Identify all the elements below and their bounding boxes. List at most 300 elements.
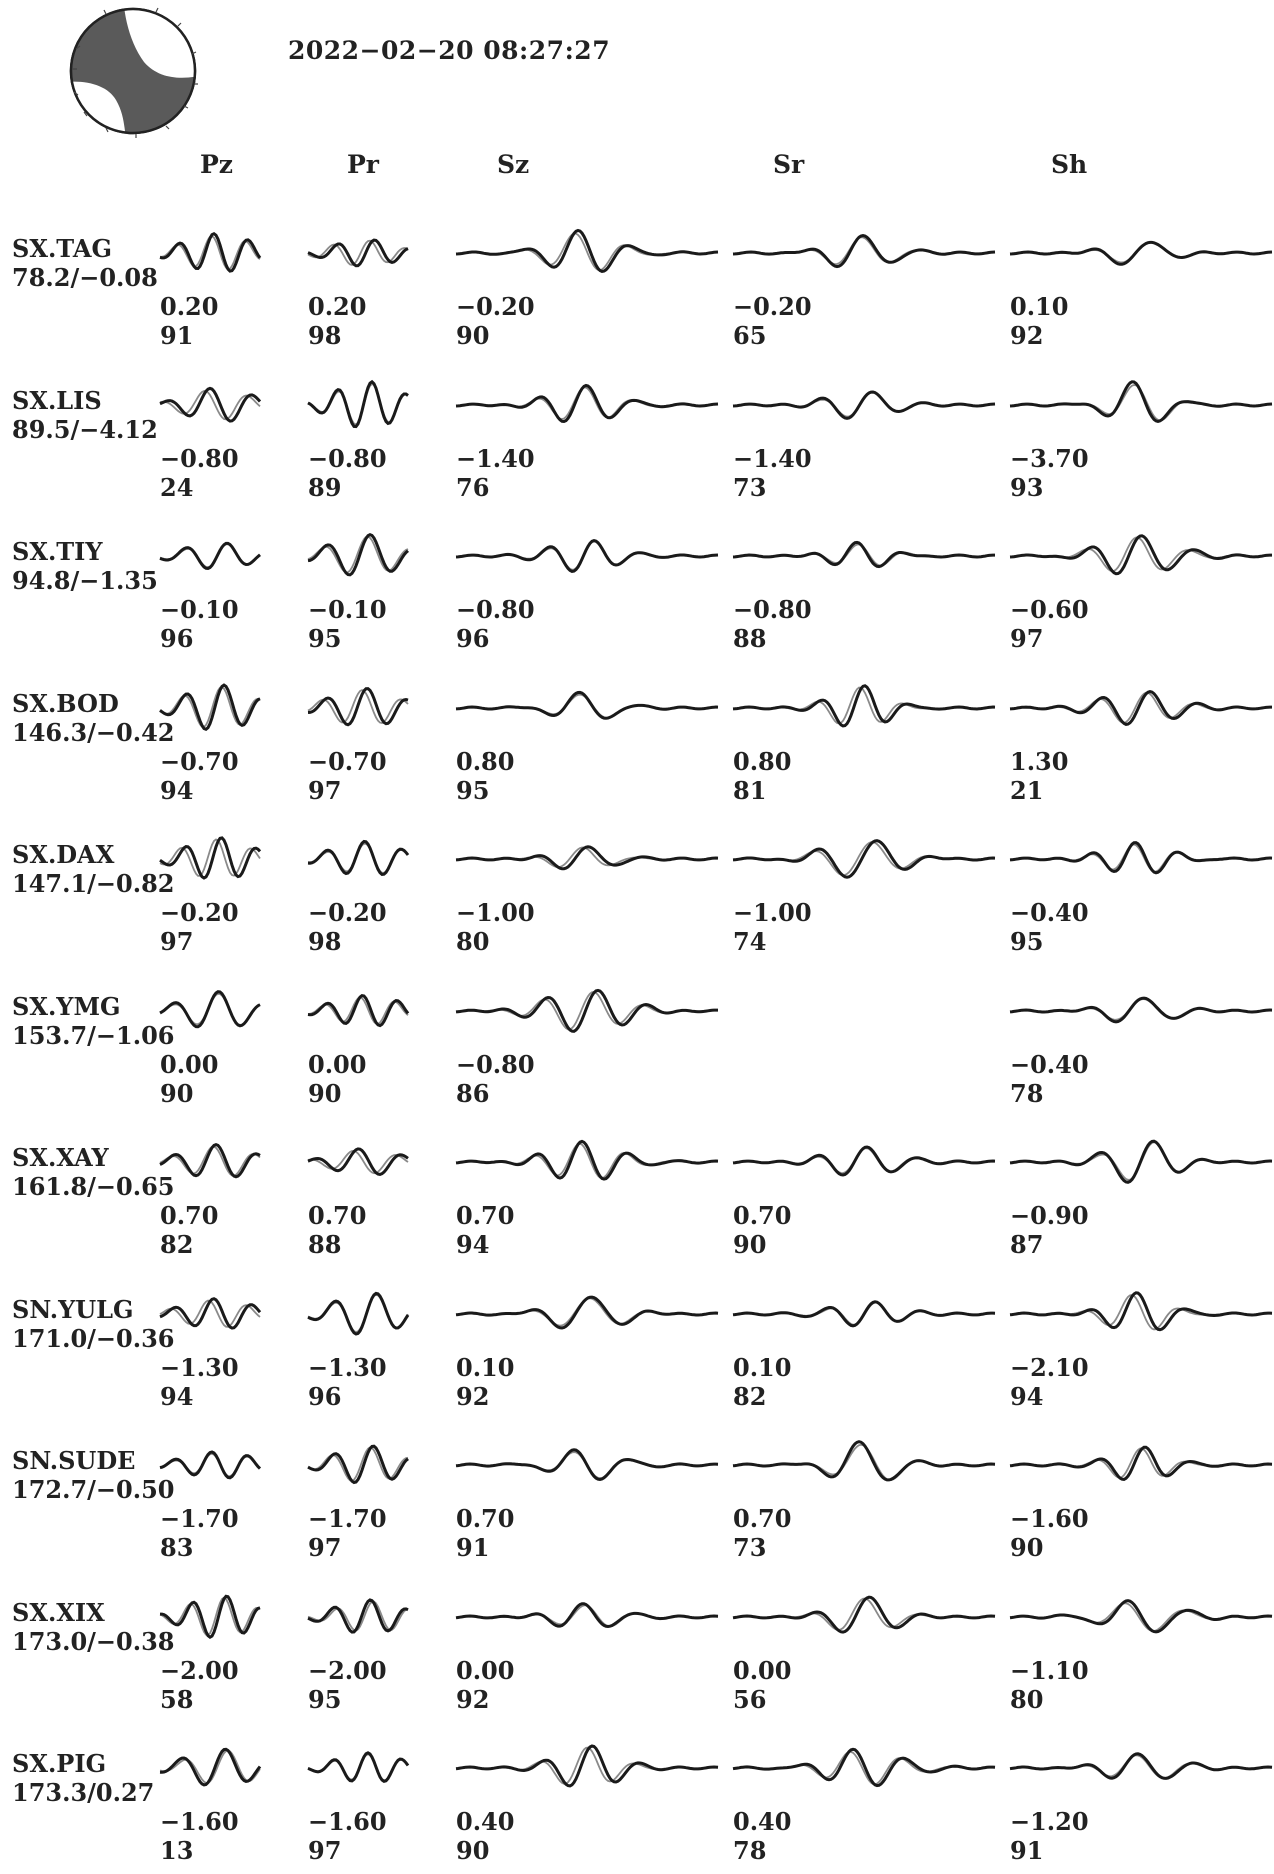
waveform-cell-sh: [1010, 511, 1272, 662]
waveform-plot: [456, 208, 718, 288]
fit-values: [456, 595, 535, 653]
time-shift-value: −0.80: [733, 595, 812, 624]
synthetic-waveform: [733, 237, 995, 264]
waveform-plot: [456, 663, 718, 743]
time-shift-value: −1.00: [733, 898, 812, 927]
waveform-cell-sz: [456, 1117, 718, 1268]
time-shift-value: −1.10: [1010, 1655, 1089, 1685]
correlation-value: 24: [160, 472, 194, 502]
synthetic-waveform: [160, 1597, 260, 1635]
synthetic-waveform: [160, 1300, 260, 1326]
observed-waveform: [1010, 1141, 1272, 1182]
station-distance-shift: 89.5/−4.12: [12, 414, 158, 444]
station-distance-shift: 171.0/−0.36: [12, 1323, 175, 1353]
observed-waveform: [456, 1297, 718, 1328]
correlation-value: 80: [1010, 1684, 1044, 1714]
station-name: SN.YULG: [12, 1294, 134, 1324]
correlation-value: 90: [308, 1078, 342, 1108]
correlation-value: 96: [456, 624, 490, 653]
waveform-plot: [733, 1420, 995, 1500]
time-shift-value: 0.10: [1010, 292, 1069, 321]
waveform-cell-sr: [733, 1723, 995, 1874]
correlation-value: 83: [160, 1533, 194, 1562]
time-shift-value: −0.90: [1010, 1201, 1089, 1230]
correlation-value: 97: [308, 775, 342, 805]
time-shift-value: −0.80: [160, 443, 239, 473]
time-shift-value: 0.00: [308, 1049, 367, 1079]
waveform-plot: [733, 814, 995, 894]
observed-waveform: [1010, 381, 1272, 421]
time-shift-value: −1.70: [308, 1504, 387, 1533]
correlation-value: 90: [160, 1078, 194, 1108]
observed-waveform: [1010, 1292, 1272, 1329]
fit-values: [733, 1504, 791, 1562]
station-distance-shift: 172.7/−0.50: [12, 1475, 175, 1504]
observed-waveform: [1010, 843, 1272, 873]
waveform-plot: [733, 1269, 995, 1349]
correlation-value: 97: [160, 927, 194, 956]
fit-values: [308, 1353, 387, 1411]
waveform-cell-sh: [1010, 208, 1272, 359]
station-name: SX.XIX: [12, 1597, 105, 1627]
waveform-plot: [1010, 966, 1272, 1046]
waveform-plot: [456, 511, 718, 591]
correlation-value: 82: [160, 1230, 194, 1259]
waveform-plot: [160, 1420, 260, 1500]
waveform-plot: [1010, 208, 1272, 288]
waveform-cell-sz: [456, 208, 718, 359]
waveform-cell-pz: [160, 208, 260, 359]
waveform-plot: [733, 663, 995, 743]
fit-values: [308, 292, 366, 350]
time-shift-value: 0.00: [160, 1049, 219, 1079]
waveform-cell-pr: [308, 208, 408, 359]
correlation-value: 90: [456, 321, 490, 350]
time-shift-value: 0.00: [733, 1655, 792, 1685]
waveform-plot: [160, 966, 260, 1046]
station-row: [0, 511, 1274, 662]
waveform-cell-sh: [1010, 1269, 1272, 1420]
waveform-cell-sz: [456, 814, 718, 965]
waveform-plot: [456, 1269, 718, 1349]
waveform-cell-pr: [308, 1723, 408, 1874]
waveform-cell-sh: [1010, 360, 1272, 511]
time-shift-value: 0.80: [733, 746, 792, 776]
waveform-plot: [456, 1723, 718, 1803]
time-shift-value: −0.80: [456, 1049, 535, 1079]
observed-waveform: [1010, 536, 1272, 574]
waveform-cell-pr: [308, 1269, 408, 1420]
station-row: [0, 1420, 1274, 1571]
station-name: SN.SUDE: [12, 1446, 136, 1475]
waveform-cell-pr: [308, 966, 408, 1117]
fit-values: [456, 1807, 514, 1865]
waveform-plot: [160, 663, 260, 743]
waveform-plot: [308, 1723, 408, 1803]
fit-values: [456, 1353, 514, 1411]
observed-waveform: [308, 1293, 408, 1334]
fit-values: [308, 444, 387, 502]
station-row: [0, 1723, 1274, 1874]
observed-waveform: [160, 838, 260, 878]
time-shift-value: 1.30: [1010, 746, 1069, 776]
correlation-value: 21: [1010, 775, 1044, 805]
correlation-value: 58: [160, 1684, 194, 1714]
time-shift-value: 0.10: [733, 1352, 792, 1382]
correlation-value: 90: [733, 1230, 767, 1259]
time-shift-value: 0.40: [733, 1807, 792, 1836]
waveform-plot: [160, 360, 260, 440]
fit-values: [308, 1656, 387, 1714]
observed-waveform: [1010, 1447, 1272, 1479]
observed-waveform: [160, 234, 260, 271]
correlation-value: 92: [456, 1381, 490, 1411]
station-label: [12, 1446, 174, 1504]
observed-waveform: [308, 1599, 408, 1631]
fit-values: [456, 747, 514, 805]
waveform-plot: [1010, 814, 1272, 894]
waveform-cell-sz: [456, 663, 718, 814]
observed-waveform: [160, 991, 260, 1026]
correlation-value: 78: [733, 1836, 767, 1865]
waveform-cell-pr: [308, 1572, 408, 1723]
correlation-value: 65: [733, 321, 767, 350]
station-distance-shift: 173.0/−0.38: [12, 1626, 175, 1656]
station-row: [0, 663, 1274, 814]
correlation-value: 94: [1010, 1381, 1044, 1411]
correlation-value: 81: [733, 775, 767, 805]
observed-waveform: [733, 236, 995, 267]
fit-values: [1010, 1504, 1089, 1562]
observed-waveform: [160, 1298, 260, 1327]
correlation-value: 91: [160, 321, 194, 350]
waveform-cell-pz: [160, 1723, 260, 1874]
waveform-cell-pr: [308, 1420, 408, 1571]
station-label: [12, 1749, 154, 1807]
fit-values: [733, 1807, 791, 1865]
correlation-value: 98: [308, 927, 342, 956]
waveform-cell-sh: [1010, 1420, 1272, 1571]
fit-values: [308, 1050, 366, 1108]
time-shift-value: −0.20: [456, 292, 535, 321]
waveform-cell-sz: [456, 511, 718, 662]
time-shift-value: −0.10: [160, 595, 239, 624]
station-row: [0, 1269, 1274, 1420]
correlation-value: 96: [308, 1381, 342, 1411]
correlation-value: 98: [308, 321, 342, 350]
time-shift-value: 0.70: [733, 1504, 792, 1533]
time-shift-value: −0.10: [308, 595, 387, 624]
fit-values: [1010, 444, 1089, 502]
correlation-value: 91: [1010, 1836, 1044, 1865]
waveform-cell-sr: [733, 511, 995, 662]
fit-values: [160, 747, 239, 805]
time-shift-value: 0.70: [733, 1201, 792, 1230]
fit-values: [308, 1504, 387, 1562]
station-row: [0, 1117, 1274, 1268]
observed-waveform: [160, 543, 260, 568]
correlation-value: 95: [308, 1684, 342, 1714]
time-shift-value: −1.20: [1010, 1807, 1089, 1836]
fit-values: [1010, 1201, 1089, 1259]
synthetic-waveform: [308, 537, 408, 573]
waveform-plot: [456, 814, 718, 894]
station-name: SX.TIY: [12, 537, 103, 566]
station-distance-shift: 78.2/−0.08: [12, 263, 158, 292]
station-label: [12, 386, 158, 444]
waveform-cell-pz: [160, 663, 260, 814]
waveform-cell-pz: [160, 1572, 260, 1723]
time-shift-value: 0.20: [308, 292, 367, 321]
waveform-cell-sz: [456, 1723, 718, 1874]
time-shift-value: −1.60: [1010, 1504, 1089, 1533]
observed-waveform: [733, 1597, 995, 1632]
fit-values: [1010, 1050, 1089, 1108]
fit-values: [456, 444, 535, 502]
time-shift-value: −2.10: [1010, 1352, 1089, 1382]
fit-values: [1010, 1807, 1089, 1865]
correlation-value: 94: [160, 775, 194, 805]
fit-values: [160, 1807, 239, 1865]
correlation-value: 80: [456, 927, 490, 956]
waveform-plot: [733, 208, 995, 288]
observed-waveform: [456, 541, 718, 572]
waveform-cell-pz: [160, 1420, 260, 1571]
focal-mechanism-beachball: [66, 4, 200, 138]
waveform-plot: [1010, 360, 1272, 440]
waveform-cell-sz: [456, 1572, 718, 1723]
synthetic-waveform: [160, 391, 260, 419]
correlation-value: 78: [1010, 1078, 1044, 1108]
waveform-cell-pr: [308, 360, 408, 511]
correlation-value: 92: [456, 1684, 490, 1714]
time-shift-value: −0.20: [308, 898, 387, 927]
fit-values: [308, 1807, 387, 1865]
fit-values: [733, 747, 791, 805]
observed-waveform: [733, 1749, 995, 1785]
observed-waveform: [308, 381, 408, 426]
waveform-cell-sr: [733, 814, 995, 965]
waveform-cell-sz: [456, 1420, 718, 1571]
correlation-value: 95: [456, 775, 490, 805]
fit-values: [160, 444, 239, 502]
waveform-plot: [308, 966, 408, 1046]
waveform-plot: [308, 663, 408, 743]
correlation-value: 97: [308, 1533, 342, 1562]
waveform-cell-sr: [733, 1420, 995, 1571]
station-name: SX.XAY: [12, 1143, 109, 1172]
correlation-value: 97: [1010, 624, 1044, 653]
time-shift-value: −3.70: [1010, 443, 1089, 473]
time-shift-value: −0.80: [456, 595, 535, 624]
correlation-value: 76: [456, 472, 490, 502]
fit-values: [1010, 898, 1089, 956]
waveform-plot: [308, 360, 408, 440]
time-shift-value: 0.00: [456, 1655, 515, 1685]
waveform-cell-sr: [733, 208, 995, 359]
station-name: SX.PIG: [12, 1749, 107, 1778]
time-shift-value: −1.60: [308, 1807, 387, 1836]
station-label: [12, 1295, 174, 1353]
fit-values: [160, 1656, 239, 1714]
time-shift-value: −1.40: [733, 443, 812, 473]
waveform-cell-sh: [1010, 1572, 1272, 1723]
observed-waveform: [733, 1301, 995, 1325]
correlation-value: 73: [733, 1533, 767, 1562]
waveform-cell-pz: [160, 966, 260, 1117]
observed-waveform: [456, 1746, 718, 1786]
column-header-sr: Sr: [773, 150, 805, 179]
station-name: SX.LIS: [12, 385, 102, 415]
fit-values: [733, 595, 812, 653]
waveform-plot: [456, 1117, 718, 1197]
station-row: [0, 360, 1274, 511]
fit-values: [733, 292, 812, 350]
station-row: [0, 966, 1274, 1117]
time-shift-value: −0.20: [160, 898, 239, 927]
correlation-value: 74: [733, 927, 767, 956]
correlation-value: 73: [733, 472, 767, 502]
correlation-value: 86: [456, 1078, 490, 1108]
correlation-value: 13: [160, 1836, 194, 1865]
time-shift-value: −0.60: [1010, 595, 1089, 624]
station-name: SX.DAX: [12, 840, 115, 869]
observed-waveform: [308, 995, 408, 1025]
waveform-plot: [160, 1723, 260, 1803]
waveform-plot: [308, 814, 408, 894]
waveform-plot: [733, 360, 995, 440]
synthetic-waveform: [160, 993, 260, 1024]
observed-waveform: [1010, 1600, 1272, 1631]
waveform-plot: [456, 1572, 718, 1652]
waveform-plot: [1010, 511, 1272, 591]
waveform-cell-pz: [160, 1269, 260, 1420]
fit-values: [733, 444, 812, 502]
observed-waveform: [733, 1442, 995, 1480]
waveform-cell-pr: [308, 663, 408, 814]
time-shift-value: −0.20: [733, 292, 812, 321]
time-shift-value: −0.40: [1010, 1049, 1089, 1079]
fit-values: [308, 747, 387, 805]
station-name: SX.YMG: [12, 991, 121, 1021]
waveform-plot: [456, 1420, 718, 1500]
column-header-sz: Sz: [497, 150, 530, 179]
fit-values: [733, 898, 812, 956]
waveform-cell-sr: [733, 1117, 995, 1268]
fit-values: [733, 1201, 791, 1259]
station-name: SX.BOD: [12, 688, 119, 718]
time-shift-value: 0.70: [308, 1201, 367, 1230]
correlation-value: 90: [456, 1836, 490, 1865]
correlation-value: 97: [308, 1836, 342, 1865]
column-header-pr: Pr: [347, 150, 379, 179]
correlation-value: 96: [160, 624, 194, 653]
time-shift-value: −0.70: [308, 746, 387, 776]
station-label: [12, 992, 174, 1050]
observed-waveform: [733, 392, 995, 418]
time-shift-value: −1.00: [456, 898, 535, 927]
waveform-plot: [308, 1572, 408, 1652]
waveform-cell-sz: [456, 360, 718, 511]
waveform-plot: [1010, 1420, 1272, 1500]
fit-values: [1010, 747, 1068, 805]
observed-waveform: [456, 1141, 718, 1179]
column-header-sh: Sh: [1051, 150, 1088, 179]
fit-values: [160, 1353, 239, 1411]
fit-values: [1010, 292, 1068, 350]
observed-waveform: [733, 1147, 995, 1175]
waveform-cell-sh: [1010, 663, 1272, 814]
fit-values: [1010, 1656, 1089, 1714]
station-distance-shift: 161.8/−0.65: [12, 1172, 175, 1201]
fit-values: [456, 1201, 514, 1259]
fit-values: [160, 595, 239, 653]
station-distance-shift: 147.1/−0.82: [12, 869, 175, 898]
time-shift-value: 0.70: [456, 1504, 515, 1533]
waveform-plot: [160, 1117, 260, 1197]
waveform-plot: [733, 1572, 995, 1652]
fit-values: [1010, 595, 1089, 653]
waveform-cell-pr: [308, 814, 408, 965]
correlation-value: 95: [308, 624, 342, 653]
time-shift-value: 0.40: [456, 1807, 515, 1836]
fit-values: [308, 595, 387, 653]
station-label: [12, 1143, 174, 1201]
column-header-pz: Pz: [200, 150, 233, 179]
fit-values: [160, 292, 218, 350]
time-shift-value: −2.00: [308, 1655, 387, 1685]
fit-values: [308, 1201, 366, 1259]
fit-values: [456, 898, 535, 956]
correlation-value: 56: [733, 1684, 767, 1714]
waveform-plot: [308, 511, 408, 591]
waveform-plot: [733, 511, 995, 591]
correlation-value: 93: [1010, 472, 1044, 502]
waveform-plot: [456, 966, 718, 1046]
waveform-cell-sr: [733, 1269, 995, 1420]
station-label: [12, 234, 158, 292]
waveform-cell-sr: [733, 1572, 995, 1723]
time-shift-value: −1.60: [160, 1807, 239, 1836]
time-shift-value: −0.80: [308, 443, 387, 473]
waveform-cell-sr: [733, 663, 995, 814]
observed-waveform: [456, 385, 718, 421]
observed-waveform: [456, 1450, 718, 1480]
synthetic-waveform: [733, 1445, 995, 1480]
station-row: [0, 814, 1274, 965]
fit-values: [160, 1050, 218, 1108]
waveform-plot: [308, 1269, 408, 1349]
waveform-cell-sh: [1010, 1723, 1272, 1874]
station-label: [12, 689, 174, 747]
station-row: [0, 208, 1274, 359]
observed-waveform: [308, 1753, 408, 1782]
fit-values: [733, 1353, 791, 1411]
station-row: [0, 1572, 1274, 1723]
waveform-plot: [733, 1117, 995, 1197]
waveform-cell-pz: [160, 360, 260, 511]
correlation-value: 94: [160, 1381, 194, 1411]
fit-values: [456, 1656, 514, 1714]
observed-waveform: [733, 542, 995, 566]
time-shift-value: −0.70: [160, 746, 239, 776]
waveform-cell-sh: [1010, 814, 1272, 965]
synthetic-waveform: [733, 687, 995, 723]
time-shift-value: 0.70: [456, 1201, 515, 1230]
time-shift-value: −1.30: [308, 1352, 387, 1382]
waveform-plot: [160, 1572, 260, 1652]
station-distance-shift: 153.7/−1.06: [12, 1020, 175, 1050]
